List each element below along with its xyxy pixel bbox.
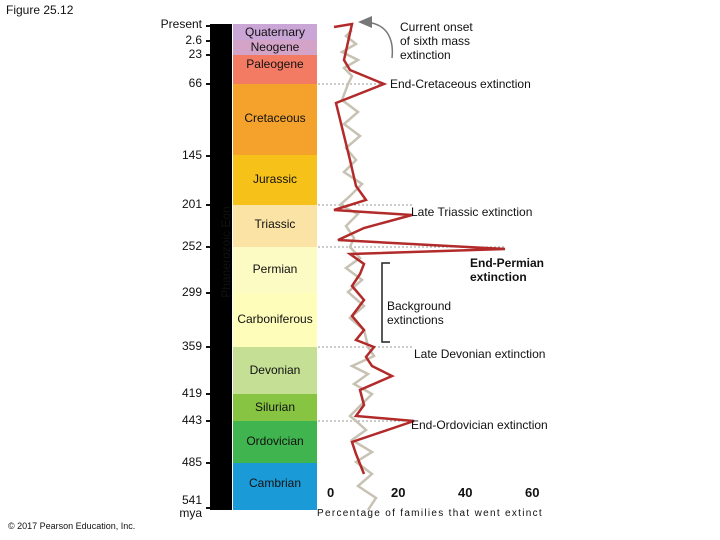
tick-label-2-6: 2.6 (185, 33, 202, 47)
arrow-line (366, 22, 392, 58)
period-label: Quaternary (244, 25, 306, 39)
period-label: Permian (252, 262, 298, 276)
x-tick-60: 60 (525, 485, 540, 500)
annotation-end-cretaceous: End-Cretaceous extinction (390, 77, 531, 91)
period-label: Neogene (250, 40, 300, 54)
period-label: Carboniferous (237, 312, 313, 326)
annotation-late-devonian: Late Devonian extinction (414, 347, 546, 361)
period-label: Ordovician (246, 434, 304, 448)
period-label: Paleogene (246, 57, 304, 71)
tick-label-23: 23 (188, 47, 202, 61)
tick-label-541: 541 mya (179, 493, 202, 520)
tick-label-201: 201 (181, 197, 202, 211)
annotation-end-permian: End-Permian extinction (470, 256, 545, 284)
annotation-end-ordovician: End-Ordovician extinction (411, 418, 548, 432)
figure-label: Figure 25.12 (6, 3, 74, 17)
tick-label-419: 419 (181, 386, 202, 400)
period-label: Jurassic (252, 172, 297, 186)
tick-label-359: 359 (181, 339, 202, 353)
period-label: Cretaceous (244, 111, 306, 125)
tick-label-485: 485 (181, 455, 202, 469)
tick-label-299: 299 (181, 285, 202, 299)
annotation-current-onset: Current onset of sixth mass extinction (400, 20, 473, 62)
tick-label-66: 66 (188, 76, 202, 90)
eon-label: Phanerozoic Eon (219, 206, 233, 298)
arrow-head-icon (358, 16, 372, 28)
period-label: Triassic (254, 217, 296, 231)
tick-label-145: 145 (181, 148, 202, 162)
x-tick-0: 0 (327, 485, 335, 500)
copyright: © 2017 Pearson Education, Inc. (8, 521, 136, 531)
background-rate-line (340, 30, 376, 510)
tick-label-252: 252 (181, 239, 202, 253)
period-label: Silurian (254, 400, 296, 414)
x-tick-20: 20 (391, 485, 406, 500)
period-label: Cambrian (248, 476, 302, 490)
x-tick-40: 40 (458, 485, 473, 500)
annotation-background: Background extinctions (387, 299, 452, 327)
annotation-late-triassic: Late Triassic extinction (411, 205, 533, 219)
x-axis-label: Percentage of families that went extinct (317, 508, 543, 519)
period-label: Devonian (249, 363, 301, 377)
tick-label-present: Present (160, 17, 202, 31)
tick-label-443: 443 (181, 413, 202, 427)
